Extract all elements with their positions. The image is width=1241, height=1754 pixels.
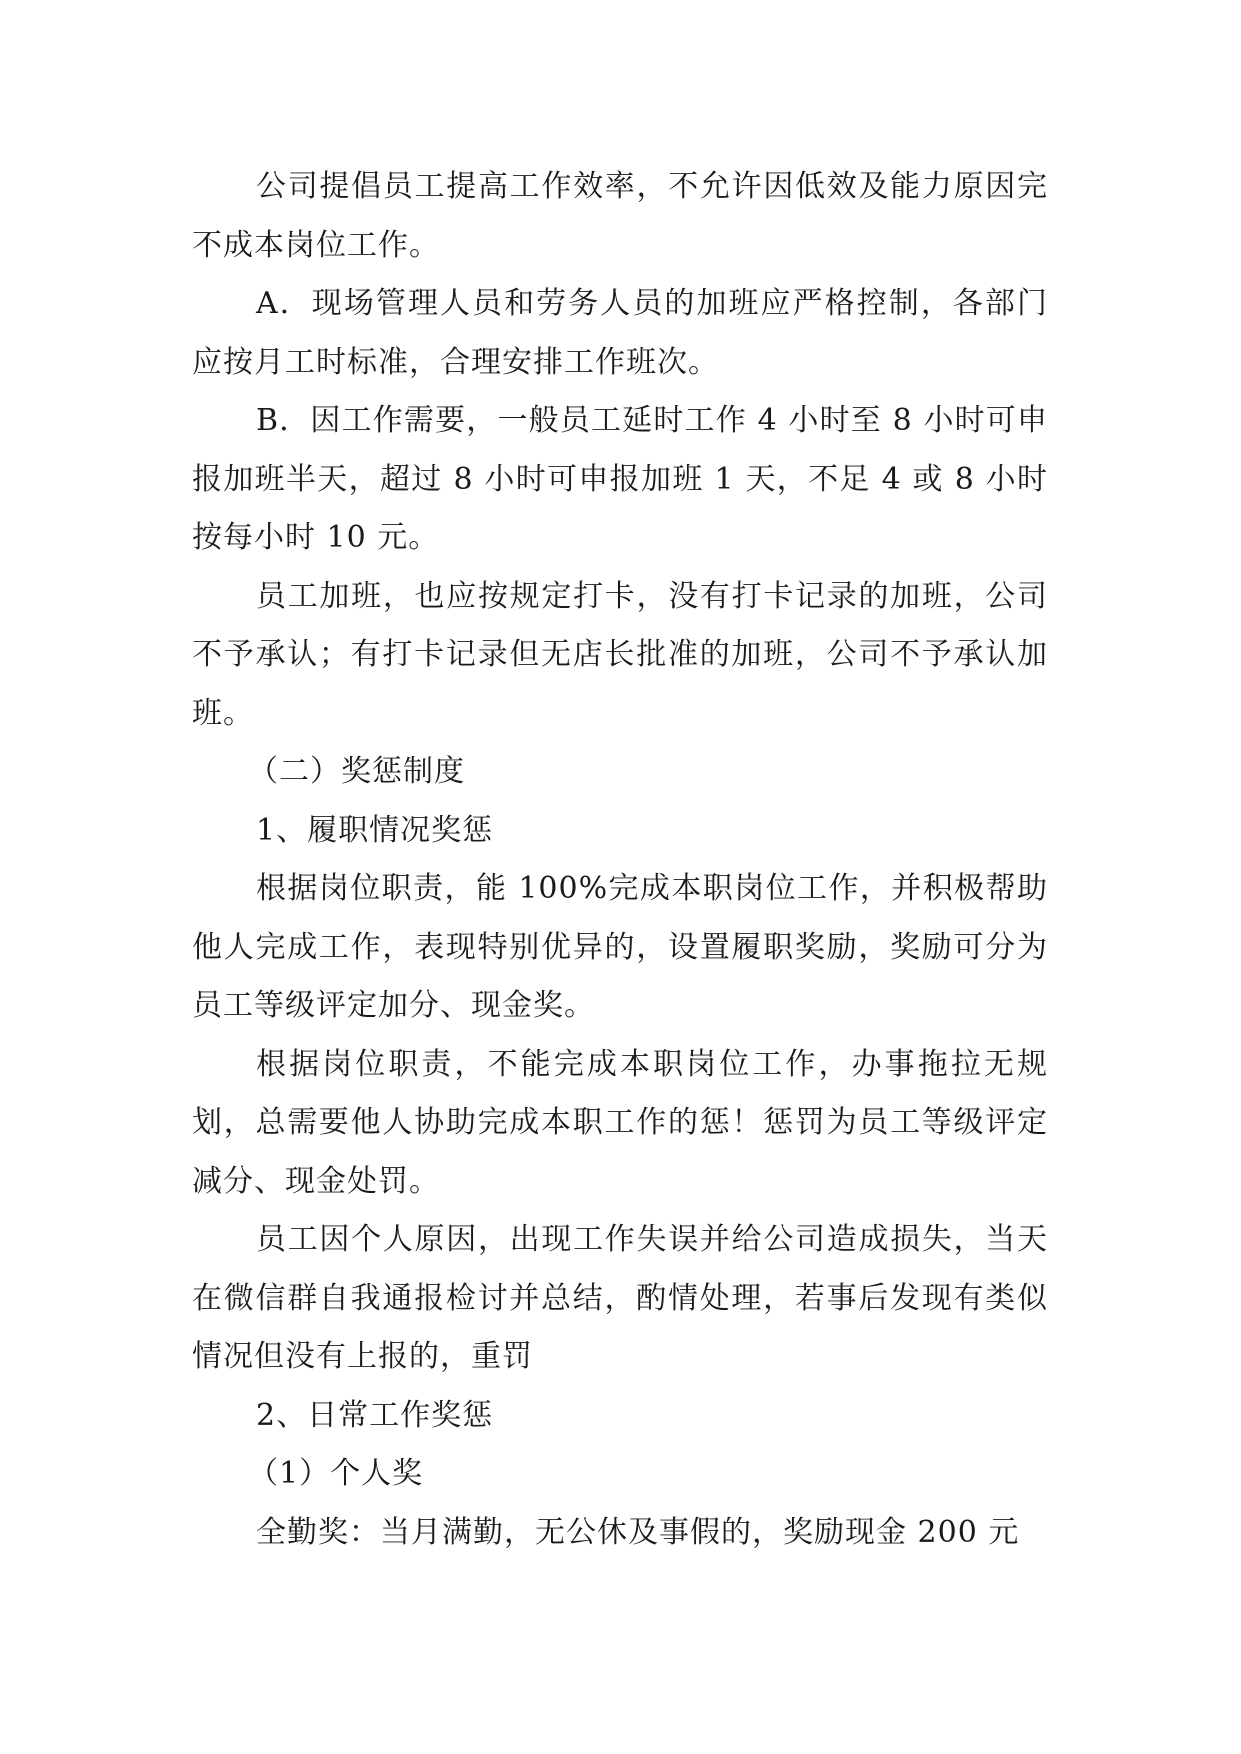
subheading-personal-award: （1）个人奖 bbox=[248, 1456, 424, 1491]
paragraph-efficiency: 公司提倡员工提高工作效率，不允许因低效及能力原因完不成本岗位工作。 bbox=[192, 169, 1048, 263]
section-heading-rewards-penalties: （二）奖惩制度 bbox=[248, 754, 465, 789]
paragraph-performance-penalty: 根据岗位职责，不能完成本职岗位工作，办事拖拉无规划，总需要他人协助完成本职工作的惩！惩罚为员工等级评定减分、现金处罚。 bbox=[192, 1046, 1048, 1199]
paragraph-overtime-rules: B．因工作需要，一般员工延时工作 4 小时至 8 小时可申报加班半天，超过 8 小时可申报加班 1 天，不足 4 或 8 小时按每小时 10 元。 bbox=[192, 403, 1048, 555]
paragraph-performance-reward: 根据岗位职责，能 100%完成本职岗位工作，并积极帮助他人完成工作，表现特别优异的，设置履职奖励，奖励可分为员工等级评定加分、现金奖。 bbox=[192, 871, 1048, 1023]
document-body bbox=[192, 158, 1048, 1562]
paragraph-mistake-handling: 员工因个人原因，出现工作失误并给公司造成损失，当天在微信群自我通报检讨并总结，酌情处理，若事后发现有类似情况但没有上报的，重罚 bbox=[192, 1222, 1048, 1374]
subheading-daily-work: 2、日常工作奖惩 bbox=[256, 1397, 494, 1433]
paragraph-overtime-control: A．现场管理人员和劳务人员的加班应严格控制，各部门应按月工时标准，合理安排工作班次。 bbox=[192, 286, 1048, 380]
paragraph-overtime-clock-in: 员工加班，也应按规定打卡，没有打卡记录的加班，公司不予承认；有打卡记录但无店长批准的加班，公司不予承认加班。 bbox=[192, 578, 1048, 731]
paragraph-attendance-award: 全勤奖：当月满勤，无公休及事假的，奖励现金 200 元 bbox=[256, 1514, 1020, 1550]
subheading-performance: 1、履职情况奖惩 bbox=[256, 812, 494, 848]
